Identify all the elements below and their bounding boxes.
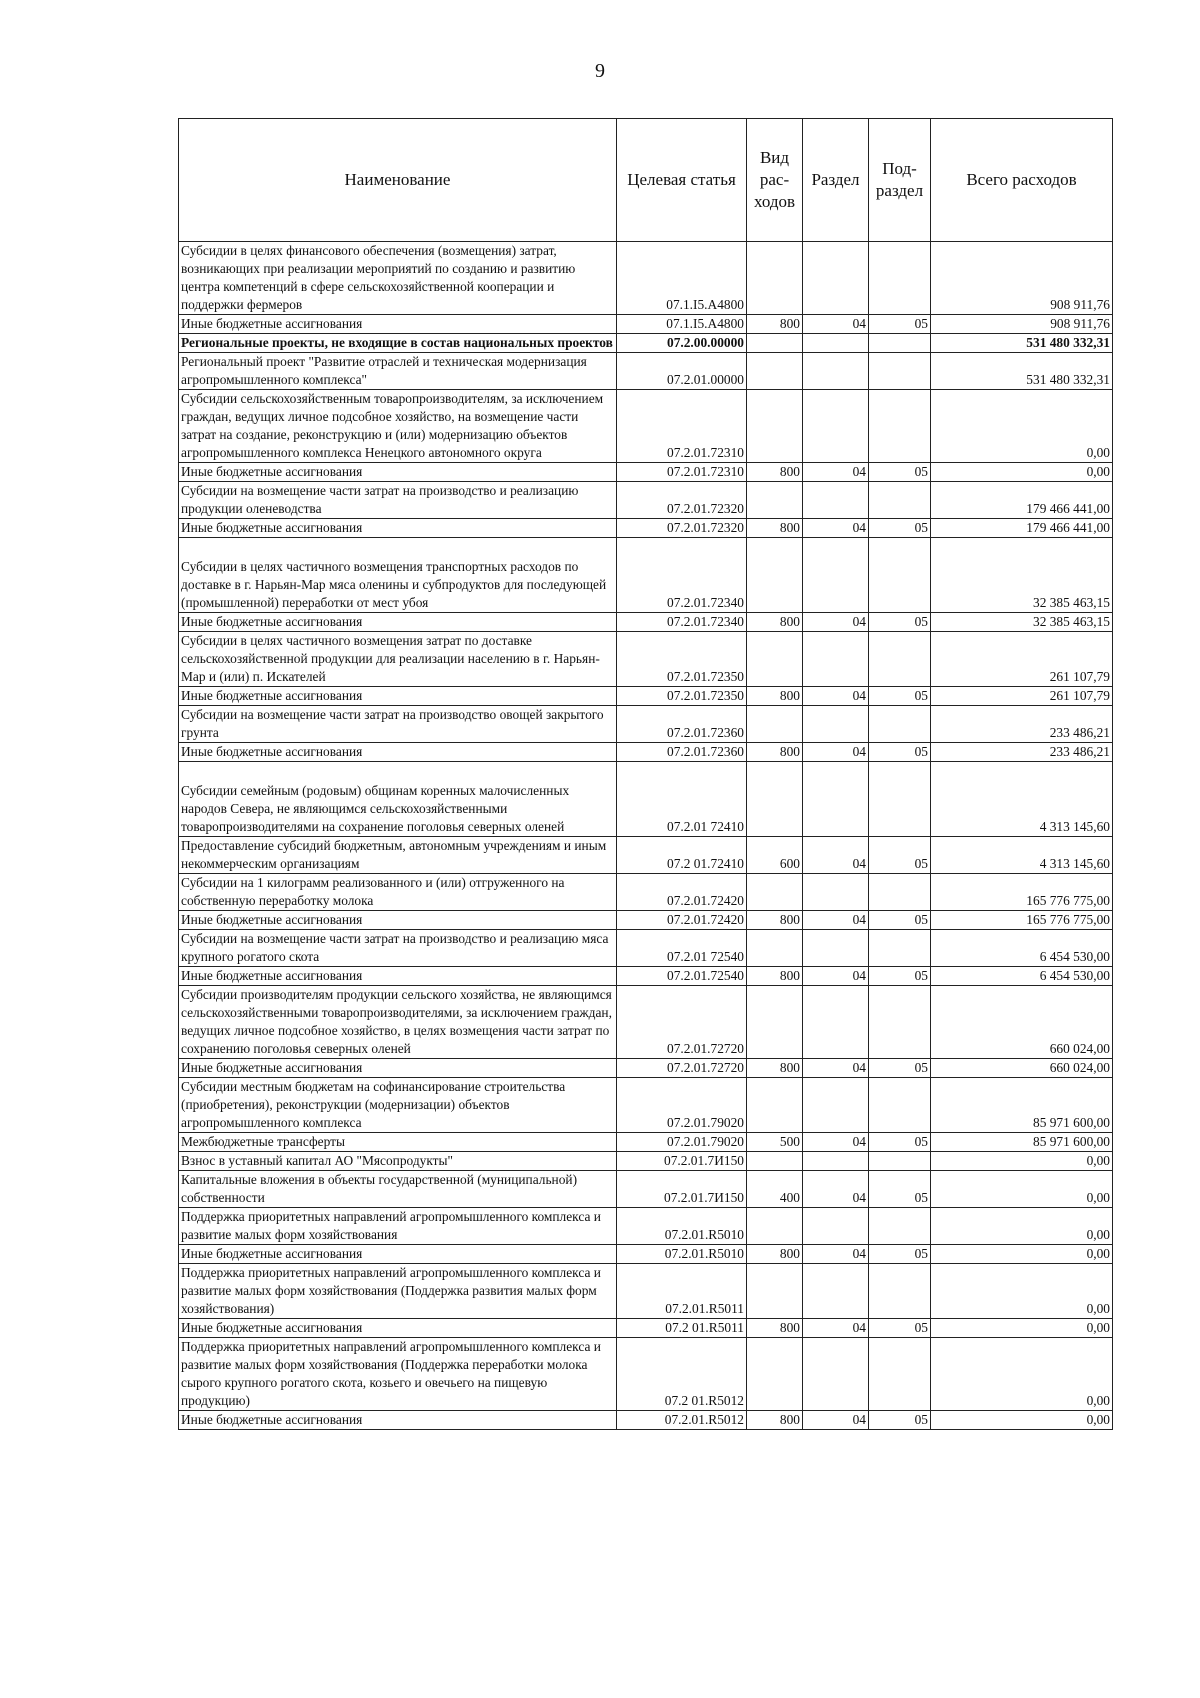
table-row — [179, 1078, 1113, 1133]
table-row — [179, 613, 1113, 632]
cell-podrazdel: 05 — [869, 687, 931, 706]
cell-code: 07.2.01.R5011 — [617, 1264, 747, 1319]
cell-razdel — [803, 1208, 869, 1245]
cell-vid: 800 — [747, 463, 803, 482]
cell-total: 0,00 — [931, 1264, 1113, 1319]
cell-vid — [747, 1208, 803, 1245]
cell-name: Иные бюджетные ассигнования — [179, 315, 617, 334]
cell-vid — [747, 986, 803, 1059]
cell-name: Капитальные вложения в объекты государственной (муниципальной) собственности — [179, 1171, 617, 1208]
cell-total: 531 480 332,31 — [931, 353, 1113, 390]
cell-total: 0,00 — [931, 1338, 1113, 1411]
cell-total: 261 107,79 — [931, 632, 1113, 687]
cell-code: 07.2.00.00000 — [617, 334, 747, 353]
table-row — [179, 519, 1113, 538]
cell-podrazdel — [869, 1264, 931, 1319]
cell-podrazdel: 05 — [869, 463, 931, 482]
cell-vid — [747, 1152, 803, 1171]
cell-vid: 800 — [747, 519, 803, 538]
table-row — [179, 1152, 1113, 1171]
table-row — [179, 334, 1113, 353]
cell-vid — [747, 762, 803, 837]
cell-total: 0,00 — [931, 1171, 1113, 1208]
table-row — [179, 743, 1113, 762]
cell-code: 07.2.01.72340 — [617, 613, 747, 632]
cell-code: 07.1.I5.А4800 — [617, 242, 747, 315]
cell-name: Субсидии на возмещение части затрат на производство овощей закрытого грунта — [179, 706, 617, 743]
header-vid: Вид рас- ходов — [747, 119, 803, 242]
cell-code: 07.2.01.72310 — [617, 390, 747, 463]
cell-razdel — [803, 538, 869, 613]
cell-razdel — [803, 353, 869, 390]
cell-name: Субсидии производителям продукции сельского хозяйства, не являющимся сельскохозяйственными товаропроизводителями, за исключением граждан, ведущих личное подсобное хозяйство, в целях возмещения части затрат по сохранению поголовья северных оленей — [179, 986, 617, 1059]
cell-total: 908 911,76 — [931, 315, 1113, 334]
cell-name: Субсидии в целях частичного возмещения транспортных расходов по доставке в г. Нарьян-Мар мяса оленины и субпродуктов для последующей (промышленной) переработки от мест убоя — [179, 538, 617, 613]
cell-total: 179 466 441,00 — [931, 482, 1113, 519]
table-row — [179, 315, 1113, 334]
cell-podrazdel: 05 — [869, 315, 931, 334]
cell-razdel: 04 — [803, 1319, 869, 1338]
header-razdel: Раздел — [803, 119, 869, 242]
cell-total: 179 466 441,00 — [931, 519, 1113, 538]
cell-podrazdel: 05 — [869, 743, 931, 762]
cell-podrazdel — [869, 538, 931, 613]
cell-vid — [747, 390, 803, 463]
cell-total: 32 385 463,15 — [931, 538, 1113, 613]
cell-podrazdel: 05 — [869, 911, 931, 930]
cell-name: Иные бюджетные ассигнования — [179, 967, 617, 986]
cell-vid — [747, 706, 803, 743]
cell-total: 32 385 463,15 — [931, 613, 1113, 632]
cell-name: Иные бюджетные ассигнования — [179, 1319, 617, 1338]
cell-razdel — [803, 1264, 869, 1319]
cell-code: 07.2.01.79020 — [617, 1133, 747, 1152]
header-total: Всего расходов — [931, 119, 1113, 242]
cell-total: 0,00 — [931, 463, 1113, 482]
cell-razdel — [803, 930, 869, 967]
cell-code: 07.2.01.7И150 — [617, 1152, 747, 1171]
cell-vid — [747, 334, 803, 353]
cell-name: Иные бюджетные ассигнования — [179, 613, 617, 632]
cell-vid: 400 — [747, 1171, 803, 1208]
cell-name: Предоставление субсидий бюджетным, автономным учреждениям и иным некоммерческим организациям — [179, 837, 617, 874]
table-row — [179, 986, 1113, 1059]
table-row — [179, 1264, 1113, 1319]
cell-vid — [747, 1338, 803, 1411]
cell-vid: 800 — [747, 743, 803, 762]
table-row — [179, 353, 1113, 390]
cell-name: Субсидии на возмещение части затрат на производство и реализацию мяса крупного рогатого скота — [179, 930, 617, 967]
cell-razdel: 04 — [803, 613, 869, 632]
cell-name: Субсидии на возмещение части затрат на производство и реализацию продукции оленеводства — [179, 482, 617, 519]
cell-razdel — [803, 1078, 869, 1133]
cell-code: 07.2.01.72350 — [617, 632, 747, 687]
cell-vid — [747, 538, 803, 613]
cell-total: 0,00 — [931, 1411, 1113, 1430]
table-row — [179, 874, 1113, 911]
cell-razdel: 04 — [803, 1133, 869, 1152]
cell-vid — [747, 242, 803, 315]
table-row — [179, 242, 1113, 315]
cell-razdel: 04 — [803, 1059, 869, 1078]
cell-code: 07.2.01.7И150 — [617, 1171, 747, 1208]
cell-razdel: 04 — [803, 519, 869, 538]
cell-vid: 800 — [747, 1245, 803, 1264]
cell-razdel: 04 — [803, 837, 869, 874]
cell-podrazdel — [869, 762, 931, 837]
table-row — [179, 687, 1113, 706]
cell-name: Поддержка приоритетных направлений агропромышленного комплекса и развитие малых форм хозяйствования (Поддержка переработки молока сырого крупного рогатого скота, козьего и овечьего на пищевую продукцию) — [179, 1338, 617, 1411]
cell-total: 908 911,76 — [931, 242, 1113, 315]
cell-podrazdel: 05 — [869, 519, 931, 538]
cell-vid: 600 — [747, 837, 803, 874]
cell-vid: 800 — [747, 911, 803, 930]
cell-podrazdel — [869, 986, 931, 1059]
cell-total: 6 454 530,00 — [931, 930, 1113, 967]
cell-name: Иные бюджетные ассигнования — [179, 911, 617, 930]
cell-vid: 800 — [747, 1059, 803, 1078]
cell-vid: 800 — [747, 315, 803, 334]
cell-podrazdel — [869, 242, 931, 315]
cell-razdel: 04 — [803, 315, 869, 334]
cell-vid — [747, 632, 803, 687]
table-row — [179, 706, 1113, 743]
table-row — [179, 1059, 1113, 1078]
cell-name: Иные бюджетные ассигнования — [179, 687, 617, 706]
cell-vid — [747, 353, 803, 390]
cell-vid — [747, 930, 803, 967]
cell-vid — [747, 874, 803, 911]
cell-razdel — [803, 390, 869, 463]
cell-total: 0,00 — [931, 1152, 1113, 1171]
table-row — [179, 390, 1113, 463]
cell-podrazdel — [869, 632, 931, 687]
cell-code: 07.2.01.R5010 — [617, 1208, 747, 1245]
cell-name: Субсидии в целях финансового обеспечения (возмещения) затрат, возникающих при реализации мероприятий по созданию и развитию центра компетенций в сфере сельскохозяйственной кооперации и поддержки фермеров — [179, 242, 617, 315]
cell-code: 07.2.01.72360 — [617, 743, 747, 762]
cell-razdel: 04 — [803, 1171, 869, 1208]
cell-code: 07.2.01.72720 — [617, 1059, 747, 1078]
cell-vid — [747, 1078, 803, 1133]
cell-name: Региональный проект "Развитие отраслей и техническая модернизация агропромышленного комплекса" — [179, 353, 617, 390]
cell-podrazdel — [869, 334, 931, 353]
cell-vid — [747, 1264, 803, 1319]
cell-total: 6 454 530,00 — [931, 967, 1113, 986]
cell-razdel: 04 — [803, 1245, 869, 1264]
cell-podrazdel — [869, 482, 931, 519]
cell-podrazdel: 05 — [869, 1319, 931, 1338]
cell-razdel: 04 — [803, 687, 869, 706]
cell-total: 233 486,21 — [931, 743, 1113, 762]
cell-razdel — [803, 1152, 869, 1171]
cell-code: 07.2.01.72720 — [617, 986, 747, 1059]
cell-podrazdel: 05 — [869, 613, 931, 632]
table-row — [179, 837, 1113, 874]
cell-total: 85 971 600,00 — [931, 1133, 1113, 1152]
cell-code: 07.2.01.72420 — [617, 911, 747, 930]
cell-code: 07.2.01 72540 — [617, 930, 747, 967]
table-row — [179, 482, 1113, 519]
cell-name: Иные бюджетные ассигнования — [179, 1411, 617, 1430]
cell-podrazdel: 05 — [869, 1059, 931, 1078]
cell-razdel — [803, 986, 869, 1059]
cell-name: Субсидии на 1 килограмм реализованного и (или) отгруженного на собственную переработку молока — [179, 874, 617, 911]
cell-name: Иные бюджетные ассигнования — [179, 1245, 617, 1264]
cell-podrazdel: 05 — [869, 1133, 931, 1152]
cell-total: 4 313 145,60 — [931, 762, 1113, 837]
cell-vid — [747, 482, 803, 519]
cell-vid: 800 — [747, 687, 803, 706]
cell-name: Иные бюджетные ассигнования — [179, 519, 617, 538]
cell-total: 0,00 — [931, 390, 1113, 463]
cell-total: 4 313 145,60 — [931, 837, 1113, 874]
cell-total: 531 480 332,31 — [931, 334, 1113, 353]
cell-code: 07.2.01 72410 — [617, 762, 747, 837]
cell-podrazdel — [869, 390, 931, 463]
cell-name: Поддержка приоритетных направлений агропромышленного комплекса и развитие малых форм хозяйствования (Поддержка развития малых форм хозяйствования) — [179, 1264, 617, 1319]
cell-total: 660 024,00 — [931, 986, 1113, 1059]
cell-razdel: 04 — [803, 463, 869, 482]
table-row — [179, 1245, 1113, 1264]
cell-code: 07.2.01.72350 — [617, 687, 747, 706]
cell-total: 85 971 600,00 — [931, 1078, 1113, 1133]
cell-razdel — [803, 242, 869, 315]
cell-code: 07.2.01.R5012 — [617, 1411, 747, 1430]
table-row — [179, 930, 1113, 967]
page-number: 9 — [595, 60, 605, 82]
cell-vid: 800 — [747, 1411, 803, 1430]
cell-name: Взнос в уставный капитал АО "Мясопродукты" — [179, 1152, 617, 1171]
cell-code: 07.2.01.72420 — [617, 874, 747, 911]
table-row — [179, 911, 1113, 930]
cell-podrazdel: 05 — [869, 967, 931, 986]
cell-total: 0,00 — [931, 1245, 1113, 1264]
cell-razdel — [803, 334, 869, 353]
cell-code: 07.2.01.72320 — [617, 519, 747, 538]
cell-vid: 800 — [747, 967, 803, 986]
table-row — [179, 632, 1113, 687]
cell-razdel: 04 — [803, 967, 869, 986]
header-name: Наименование — [179, 119, 617, 242]
cell-name: Иные бюджетные ассигнования — [179, 743, 617, 762]
cell-podrazdel — [869, 353, 931, 390]
cell-name: Субсидии сельскохозяйственным товаропроизводителям, за исключением граждан, ведущих личное подсобное хозяйство, на возмещение части затрат на создание, реконструкцию и (или) модернизацию объектов агропромышленного комплекса Ненецкого автономного округа — [179, 390, 617, 463]
cell-razdel: 04 — [803, 911, 869, 930]
table-row — [179, 762, 1113, 837]
cell-vid: 500 — [747, 1133, 803, 1152]
cell-razdel — [803, 874, 869, 911]
table-row — [179, 1338, 1113, 1411]
table-row — [179, 967, 1113, 986]
cell-podrazdel — [869, 1078, 931, 1133]
cell-total: 660 024,00 — [931, 1059, 1113, 1078]
cell-code: 07.2 01.72410 — [617, 837, 747, 874]
cell-podrazdel: 05 — [869, 1171, 931, 1208]
cell-code: 07.2.01.72360 — [617, 706, 747, 743]
table-row — [179, 1133, 1113, 1152]
cell-podrazdel: 05 — [869, 1245, 931, 1264]
cell-podrazdel — [869, 874, 931, 911]
cell-code: 07.2.01.72320 — [617, 482, 747, 519]
cell-code: 07.2.01.72540 — [617, 967, 747, 986]
cell-podrazdel — [869, 1338, 931, 1411]
cell-code: 07.2 01.R5012 — [617, 1338, 747, 1411]
cell-podrazdel — [869, 1208, 931, 1245]
header-code: Целевая статья — [617, 119, 747, 242]
table-row — [179, 538, 1113, 613]
cell-name: Иные бюджетные ассигнования — [179, 463, 617, 482]
cell-podrazdel — [869, 930, 931, 967]
cell-total: 261 107,79 — [931, 687, 1113, 706]
cell-total: 0,00 — [931, 1319, 1113, 1338]
cell-name: Субсидии в целях частичного возмещения затрат по доставке сельскохозяйственной продукции для реализации населению в г. Нарьян-Мар и (или) п. Искателей — [179, 632, 617, 687]
table-row — [179, 463, 1113, 482]
cell-code: 07.1.I5.А4800 — [617, 315, 747, 334]
cell-code: 07.2.01.00000 — [617, 353, 747, 390]
cell-vid: 800 — [747, 613, 803, 632]
cell-code: 07.2.01.72340 — [617, 538, 747, 613]
cell-code: 07.2.01.R5010 — [617, 1245, 747, 1264]
cell-podrazdel: 05 — [869, 1411, 931, 1430]
cell-razdel — [803, 1338, 869, 1411]
cell-vid: 800 — [747, 1319, 803, 1338]
table-row — [179, 1411, 1113, 1430]
cell-razdel: 04 — [803, 1411, 869, 1430]
cell-razdel — [803, 706, 869, 743]
cell-name: Иные бюджетные ассигнования — [179, 1059, 617, 1078]
cell-name: Субсидии местным бюджетам на софинансирование строительства (приобретения), реконструкции (модернизации) объектов агропромышленного комплекса — [179, 1078, 617, 1133]
cell-total: 233 486,21 — [931, 706, 1113, 743]
budget-table — [178, 118, 1113, 1430]
table-header-row — [179, 119, 1113, 242]
cell-code: 07.2.01.79020 — [617, 1078, 747, 1133]
table-row — [179, 1208, 1113, 1245]
cell-podrazdel: 05 — [869, 837, 931, 874]
cell-razdel — [803, 482, 869, 519]
table-row — [179, 1319, 1113, 1338]
cell-podrazdel — [869, 706, 931, 743]
cell-name: Поддержка приоритетных направлений агропромышленного комплекса и развитие малых форм хозяйствования — [179, 1208, 617, 1245]
cell-total: 0,00 — [931, 1208, 1113, 1245]
table-row — [179, 1171, 1113, 1208]
cell-razdel: 04 — [803, 743, 869, 762]
cell-code: 07.2 01.R5011 — [617, 1319, 747, 1338]
cell-razdel — [803, 762, 869, 837]
header-podrazdel: Под- раздел — [869, 119, 931, 242]
cell-name: Межбюджетные трансферты — [179, 1133, 617, 1152]
cell-total: 165 776 775,00 — [931, 874, 1113, 911]
cell-razdel — [803, 632, 869, 687]
cell-name: Региональные проекты, не входящие в состав национальных проектов — [179, 334, 617, 353]
cell-total: 165 776 775,00 — [931, 911, 1113, 930]
cell-name: Субсидии семейным (родовым) общинам коренных малочисленных народов Севера, не являющимся сельскохозяйственными товаропроизводителями на сохранение поголовья северных оленей — [179, 762, 617, 837]
cell-code: 07.2.01.72310 — [617, 463, 747, 482]
cell-podrazdel — [869, 1152, 931, 1171]
